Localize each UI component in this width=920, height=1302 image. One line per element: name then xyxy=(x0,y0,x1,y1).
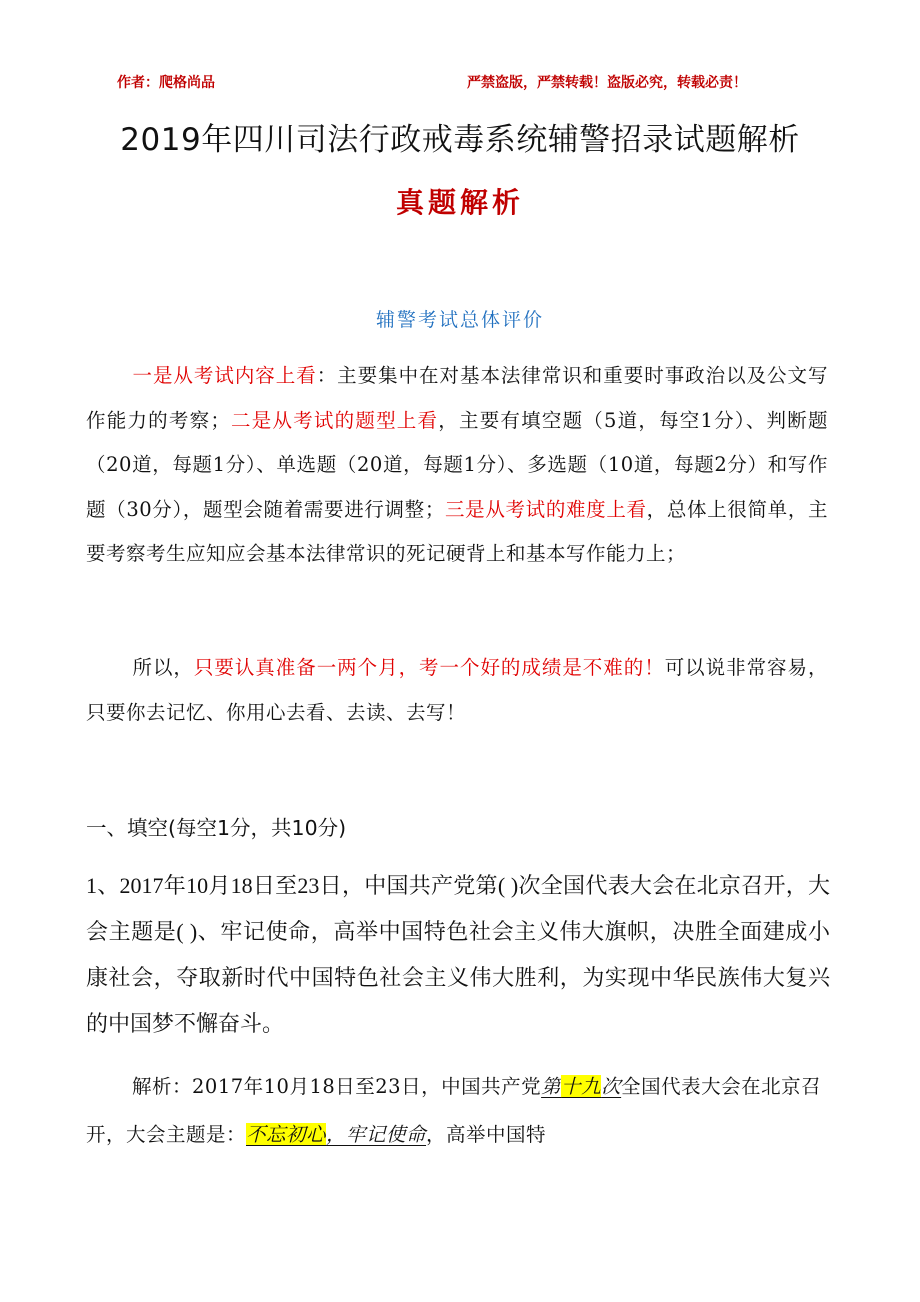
page-header xyxy=(0,72,920,94)
point-3-text: ，总体上很简单，主要考察考生应知应会基本法律常识的死记硬背上和基本写作能力上； xyxy=(86,497,828,565)
answer-1-prefix: 第 xyxy=(541,1075,562,1098)
author-credit: 作者：爬格尚品 xyxy=(117,75,215,91)
analysis-text-b: 全国代表大会在北京召开，大会主题是： xyxy=(86,1075,822,1146)
point-2-text: ，主要有填空题（5道，每空1分）、判断题（20道，每题1分）、单选题（20道，每题1分）、多选题（10道，每题2分）和写作题（30分），题型会随着需要进行调整； xyxy=(86,408,828,521)
evaluation-paragraph-1 xyxy=(86,354,828,577)
answer-1-suffix: 次 xyxy=(601,1075,622,1098)
point-1-text: ：主要集中在对基本法律常识和重要时事政治以及公文写作能力的考察； xyxy=(86,364,828,432)
point-2-label: 二是从考试的题型上看 xyxy=(230,408,439,432)
fill-blank-section-heading: 一、填空(每空1分，共10分) xyxy=(86,816,347,840)
point-3-label: 三是从考试的难度上看 xyxy=(444,497,647,521)
point-1-label: 一是从考试内容上看 xyxy=(132,364,317,387)
question-1-analysis xyxy=(86,1063,830,1159)
answer-1-highlight: 十九 xyxy=(561,1075,602,1098)
conclusion-text: 可以说非常容易，只要你去记忆、你用心去看、去读、去写！ xyxy=(86,656,828,724)
question-1: 1、2017年10月18日至23日，中国共产党第( )次全国代表大会在北京召开，大会主题是( )、牢记使命，高举中国特色社会主义伟大旗帜，决胜全面建成小康社会，夺取新时代中国特色社会主义伟大胜利，为实现中华民族伟大复兴的中国梦不懈奋斗。 xyxy=(86,873,830,1036)
conclusion-lead: 所以， xyxy=(132,656,194,679)
evaluation-paragraph-2 xyxy=(86,646,828,735)
document-subtitle: 真题解析 xyxy=(395,186,524,219)
answer-2-highlight: 不忘初心 xyxy=(246,1123,327,1146)
evaluation-heading: 辅警考试总体评价 xyxy=(375,309,544,331)
conclusion-highlight: 只要认真准备一两个月，考一个好的成绩是不难的！ xyxy=(193,656,665,679)
analysis-text-c: ，高举中国特 xyxy=(426,1123,547,1146)
analysis-text-a: 解析：2017年10月18日至23日，中国共产党 xyxy=(132,1075,542,1098)
copyright-notice: 严禁盗版，严禁转载！盗版必究，转载必责！ xyxy=(467,75,747,91)
answer-2-suffix: ，牢记使命 xyxy=(326,1123,427,1146)
document-title: 2019年四川司法行政戒毒系统辅警招录试题解析 xyxy=(120,122,800,158)
